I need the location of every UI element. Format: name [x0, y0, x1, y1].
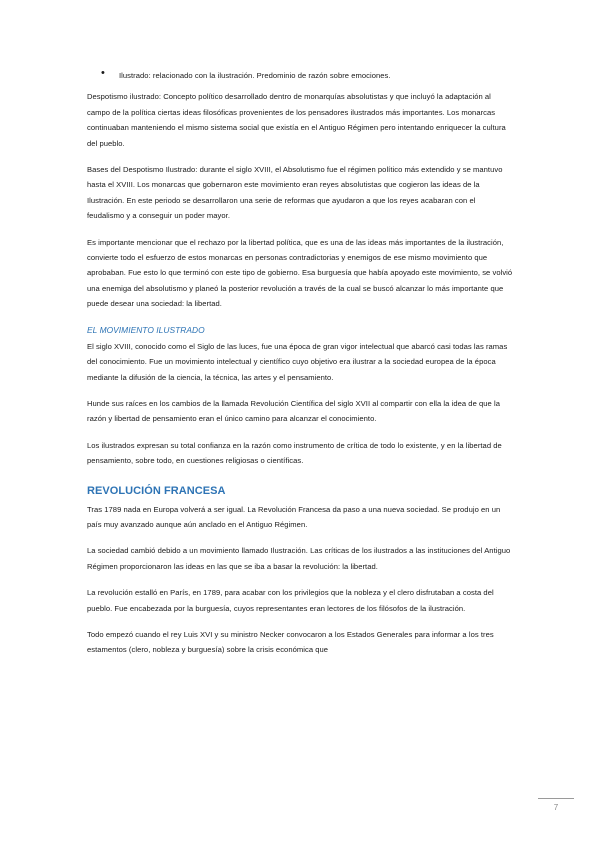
paragraph-1789: Tras 1789 nada en Europa volverá a ser igual. La Revolución Francesa da paso a una nueva sociedad. Se produjo en un país muy avanzado aunque aún anclado en el Antiguo Régimen.	[87, 504, 501, 529]
paragraph-ilustrados: Los ilustrados expresan su total confianza en la razón como instrumento de crítica de todo lo existente, y en la libertad de pensamiento, sobre todo, en cuestiones religiosas o científicas.	[87, 440, 502, 466]
paragraph-raices: Hunde sus raíces en los cambios de la llamada Revolución Científica del siglo XVII al compartir con ella la idea de que la razón y libertad de pensamiento eran el único camino para alcanzar el conocimiento.	[87, 398, 501, 424]
bullet-text: Ilustrado: relacionado con la ilustración. Predominio de razón sobre emociones.	[119, 71, 391, 80]
bullet-icon: •	[101, 67, 105, 79]
section-heading-revolucion: REVOLUCIÓN FRANCESA	[87, 484, 226, 497]
page-number-divider	[538, 798, 574, 799]
paragraph-despotismo: Despotismo ilustrado: Concepto político desarrollado dentro de monarquías absolutistas y que incluyó la adaptación al campo de la política ciertas ideas filosóficas provenientes de los pensadores ilustrados más importantes. Los monarcas continuaban manteniendo el mismo sistema social que existía en el Antiguo Régimen pero intentando enriquecer la cultura del pueblo.	[87, 92, 506, 148]
page-content	[87, 68, 513, 669]
paragraph-bases: Bases del Despotismo Ilustrado: durante el siglo XVIII, el Absolutismo fue el régimen político más extendido y se mantuvo hasta el XVIII. Los monarcas que gobernaron este movimiento eran reyes absolutistas que cogieron las ideas de la Ilustración. En este periodo se desarrollaron una serie de reformas que ayudaron a que los reyes acabaran con el feudalismo y a conseguir un poder mayor.	[87, 165, 503, 221]
section-heading-movimiento: EL MOVIMIENTO ILUSTRADO	[87, 324, 205, 335]
paragraph-rechazo: Es importante mencionar que el rechazo por la libertad política, que es una de las ideas más importantes de la ilustración, convierte todo el esfuerzo de estos monarcas en personas contradictorias y enemigos de ese mismo movimiento que aprobaban. Fue esto lo que terminó con este tipo de gobierno. Esa burguesía que había apoyado este movimiento, se volvió una enemiga del absolutismo y planeó la posterior revolución a través de la cual se buscó alcanzar lo más importante que puede desear una sociedad: la libertad.	[87, 237, 513, 309]
paragraph-paris: La revolución estalló en París, en 1789, para acabar con los privilegios que la nobleza y el clero disfrutaban a costa del pueblo. Fue encabezada por la burguesía, cuyos representantes eran lectores de los filósofos de la ilustración.	[87, 588, 494, 613]
page-number: 7	[553, 803, 559, 812]
paragraph-siglo-xviii: El siglo XVIII, conocido como el Siglo de las luces, fue una época de gran vigor intelectual que abarcó casi todas las ramas del conocimiento. Fue un movimiento intelectual y científico cuyo objetivo era ilustrar a la sociedad europea de la época mediante la difusión de la ciencia, la técnica, las artes y el pensamiento.	[87, 341, 508, 382]
bullet-item	[87, 68, 513, 83]
paragraph-luis-xvi: Todo empezó cuando el rey Luis XVI y su ministro Necker convocaron a los Estados Generales para informar a los tres estamentos (clero, nobleza y burguesía) sobre la crisis económica que	[87, 629, 494, 655]
paragraph-sociedad: La sociedad cambió debido a un movimiento llamado Ilustración. Las críticas de los ilustrados a las instituciones del Antiguo Régimen proporcionaron las ideas en las que se iba a basar la revolución: la libertad.	[87, 546, 511, 571]
